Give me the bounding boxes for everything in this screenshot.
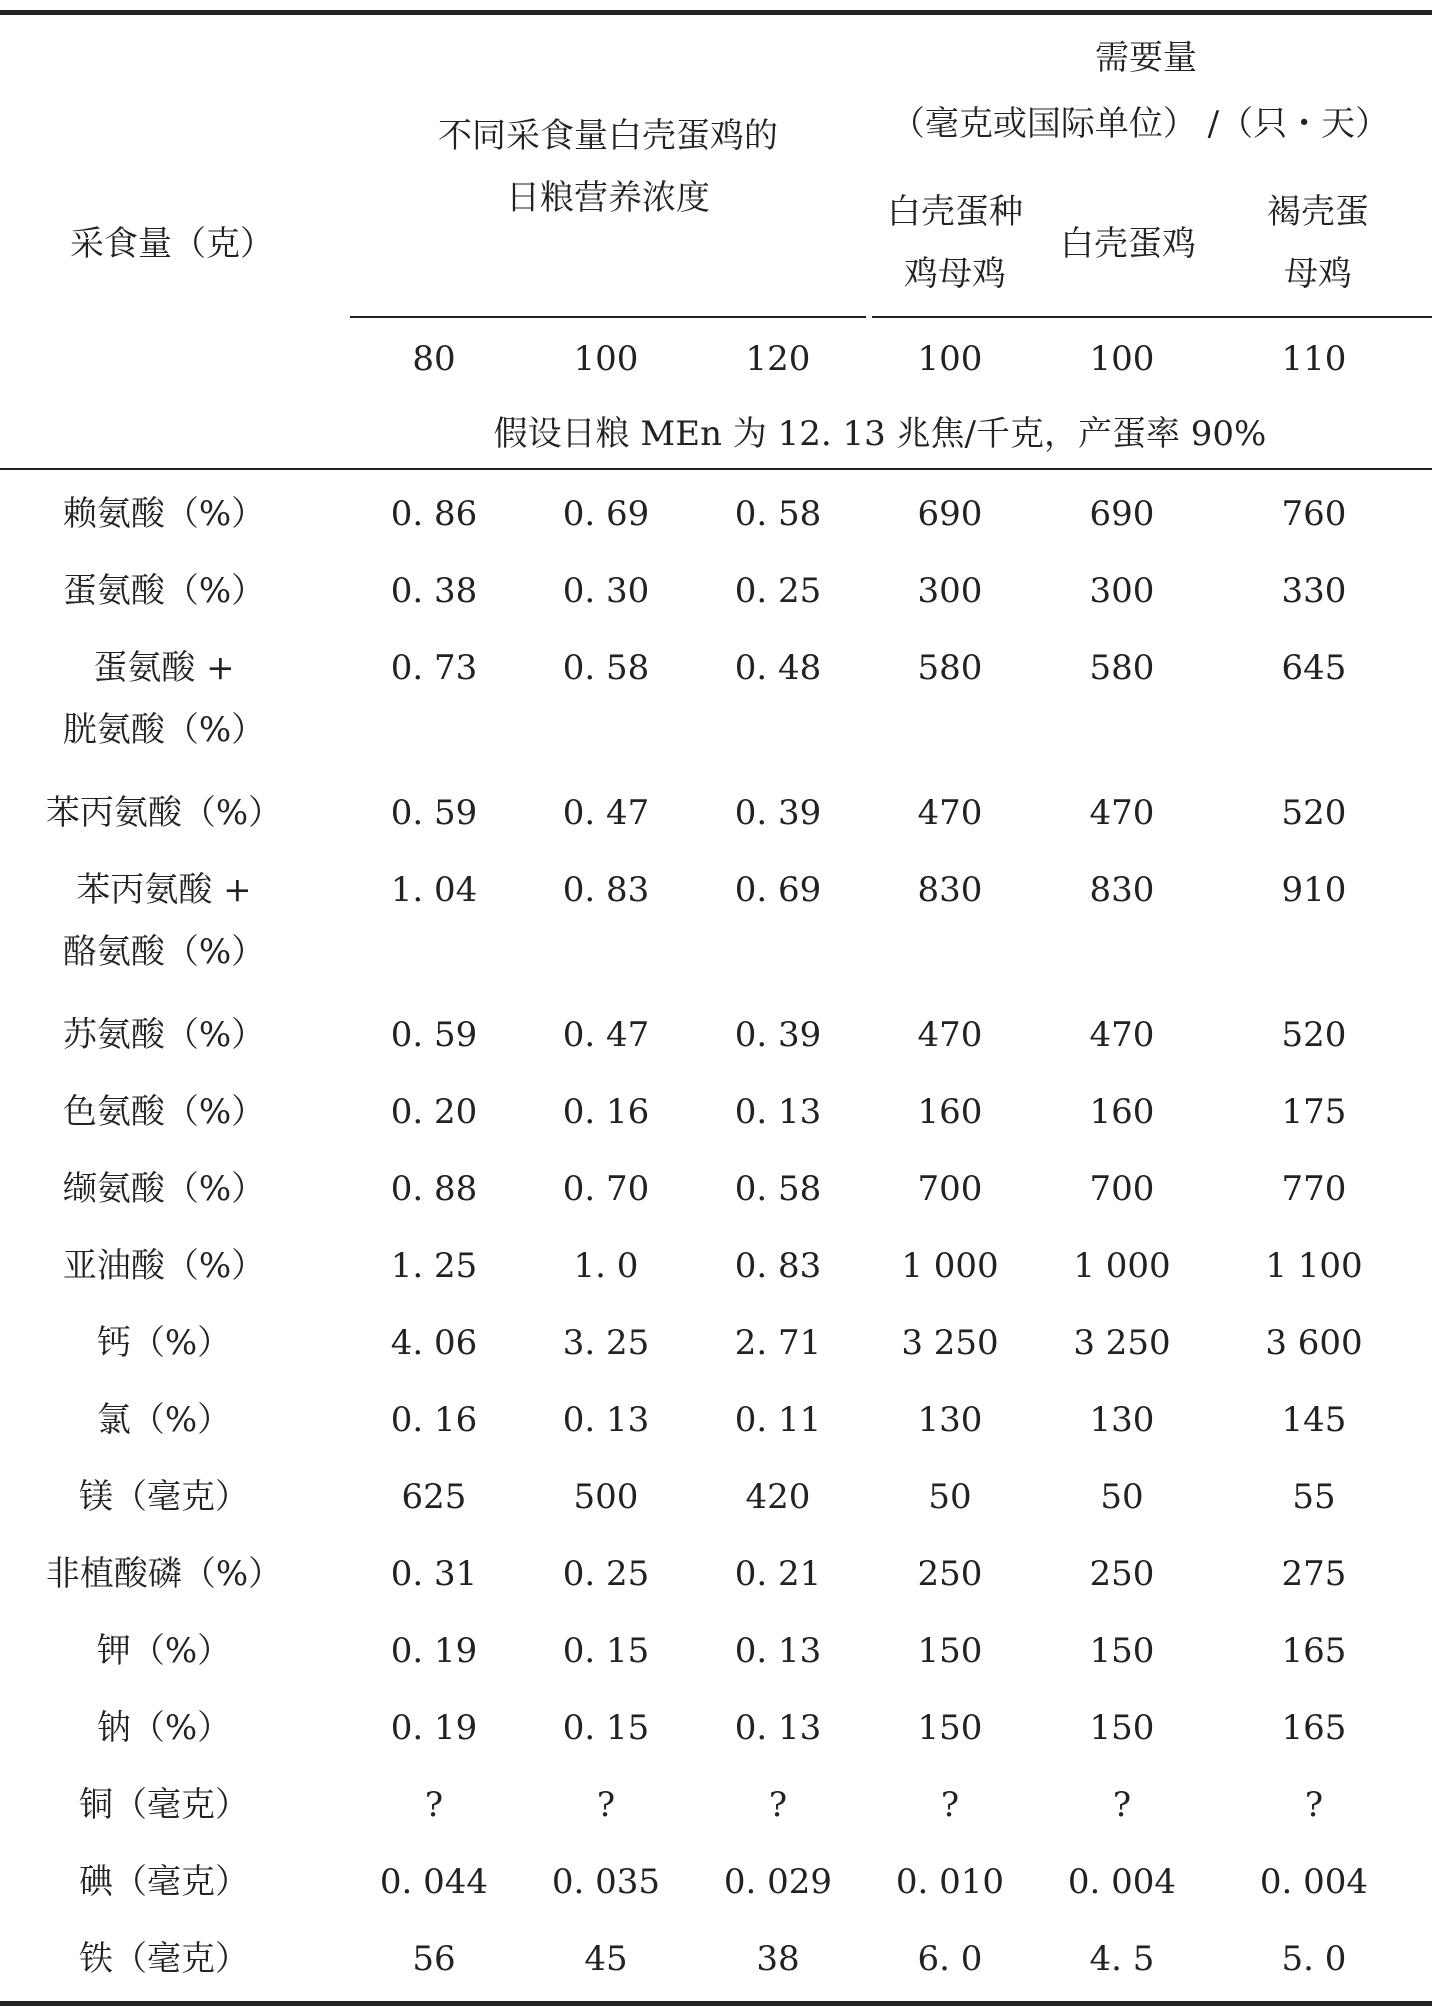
- row-label: 色氨酸（%）: [62, 1092, 266, 1132]
- intake-value: 100: [917, 339, 983, 379]
- subcol-1-line2: 鸡母鸡: [904, 254, 1006, 294]
- row-value: 420: [745, 1477, 811, 1517]
- row-value: 1. 25: [390, 1246, 478, 1286]
- row-label: 蛋氨酸（%）: [62, 571, 266, 611]
- row-value: 0. 13: [734, 1092, 822, 1132]
- row-value: 0. 83: [734, 1246, 822, 1286]
- row-value: 1 100: [1265, 1246, 1363, 1286]
- row-value: 0. 25: [562, 1554, 650, 1594]
- group-right-title: 需要量: [1095, 38, 1197, 78]
- row-label: 氯（%）: [96, 1400, 232, 1440]
- row-value: ?: [1304, 1785, 1324, 1825]
- row-value: 470: [1089, 1015, 1155, 1055]
- row-value: 580: [917, 648, 983, 688]
- row-value: 0. 11: [734, 1400, 822, 1440]
- group-left-line2: 日粮营养浓度: [506, 178, 710, 218]
- row-value: 0. 73: [390, 648, 478, 688]
- row-label: 钾（%）: [96, 1631, 232, 1671]
- row-value: 300: [917, 571, 983, 611]
- row-value: 0. 30: [562, 571, 650, 611]
- row-value: 0. 13: [562, 1400, 650, 1440]
- subcol-3-line2: 母鸡: [1284, 254, 1352, 294]
- row-value: 0. 21: [734, 1554, 822, 1594]
- row-value: 130: [917, 1400, 983, 1440]
- row-label: 镁（毫克）: [79, 1477, 249, 1517]
- row-label: 蛋氨酸 +: [93, 648, 235, 688]
- row-value: 5. 0: [1281, 1939, 1347, 1979]
- row-value: 160: [917, 1092, 983, 1132]
- row-value: 0. 16: [562, 1092, 650, 1132]
- row-value: 165: [1281, 1631, 1347, 1671]
- row-value: 830: [917, 870, 983, 910]
- row-value: 830: [1089, 870, 1155, 910]
- row-value: 150: [1089, 1631, 1155, 1671]
- group-left-underline: [350, 316, 866, 318]
- row-value: 0. 59: [390, 1015, 478, 1055]
- row-value: 470: [917, 1015, 983, 1055]
- row-label: 缬氨酸（%）: [62, 1169, 266, 1209]
- row-value: 910: [1281, 870, 1347, 910]
- row-value: 0. 035: [551, 1862, 661, 1902]
- row-value: 500: [573, 1477, 639, 1517]
- row-value: 690: [1089, 494, 1155, 534]
- group-right-subtitle: （毫克或国际单位） /（只・天）: [890, 104, 1390, 144]
- row-value: 45: [584, 1939, 628, 1979]
- row-value: 0. 004: [1067, 1862, 1177, 1902]
- row-value: 0. 58: [562, 648, 650, 688]
- row-value: 3 250: [1073, 1323, 1171, 1363]
- row-value: 38: [756, 1939, 800, 1979]
- row-label: 苯丙氨酸 +: [76, 870, 252, 910]
- row-value: ?: [940, 1785, 960, 1825]
- row-value: 520: [1281, 1015, 1347, 1055]
- intake-value: 80: [412, 339, 456, 379]
- row-label: 铁（毫克）: [79, 1939, 249, 1979]
- row-value: 1 000: [1073, 1246, 1171, 1286]
- row-value: 3. 25: [562, 1323, 650, 1363]
- subcol-1-line1: 白壳蛋种: [887, 192, 1023, 232]
- row-value: 0. 13: [734, 1631, 822, 1671]
- row-value: 0. 86: [390, 494, 478, 534]
- row-value: 150: [1089, 1708, 1155, 1748]
- row-value: 0. 70: [562, 1169, 650, 1209]
- row-value: 50: [1100, 1477, 1144, 1517]
- row-value: 580: [1089, 648, 1155, 688]
- row-label: 铜（毫克）: [79, 1785, 249, 1825]
- assumption-note: 假设日粮 MEn 为 12. 13 兆焦/千克，产蛋率 90%: [493, 414, 1267, 454]
- row-value: 0. 88: [390, 1169, 478, 1209]
- row-value: 3 250: [901, 1323, 999, 1363]
- row-value: 0. 19: [390, 1631, 478, 1671]
- row-value: 4. 5: [1089, 1939, 1155, 1979]
- row-value: 0. 69: [562, 494, 650, 534]
- row-value: 700: [917, 1169, 983, 1209]
- row-label: 钙（%）: [96, 1323, 232, 1363]
- row-value: 1. 0: [573, 1246, 639, 1286]
- row-value: 0. 39: [734, 1015, 822, 1055]
- row-label: 苏氨酸（%）: [62, 1015, 266, 1055]
- row-value: 0. 16: [390, 1400, 478, 1440]
- row-value: 700: [1089, 1169, 1155, 1209]
- row-value: 160: [1089, 1092, 1155, 1132]
- col0-header: 采食量（克）: [70, 224, 274, 264]
- row-value: 150: [917, 1631, 983, 1671]
- group-left-line1: 不同采食量白壳蛋鸡的: [438, 116, 778, 156]
- row-label: 酪氨酸（%）: [62, 932, 266, 972]
- row-value: 130: [1089, 1400, 1155, 1440]
- row-value: 250: [1089, 1554, 1155, 1594]
- row-value: 470: [1089, 793, 1155, 833]
- row-value: 0. 20: [390, 1092, 478, 1132]
- row-value: ?: [596, 1785, 616, 1825]
- row-value: 0. 15: [562, 1708, 650, 1748]
- subcol-2: 白壳蛋鸡: [1060, 224, 1196, 264]
- row-value: 0. 59: [390, 793, 478, 833]
- row-value: 275: [1281, 1554, 1347, 1594]
- row-value: 300: [1089, 571, 1155, 611]
- header-bottom-rule: [0, 468, 1432, 470]
- row-value: 0. 48: [734, 648, 822, 688]
- row-value: 690: [917, 494, 983, 534]
- row-value: 0. 029: [723, 1862, 833, 1902]
- row-value: 2. 71: [734, 1323, 822, 1363]
- row-value: ?: [424, 1785, 444, 1825]
- row-value: 330: [1281, 571, 1347, 611]
- row-value: 0. 83: [562, 870, 650, 910]
- row-value: 770: [1281, 1169, 1347, 1209]
- row-label: 钠（%）: [96, 1708, 232, 1748]
- bottom-rule: [0, 2001, 1432, 2006]
- row-value: 1. 04: [390, 870, 478, 910]
- group-right-underline: [872, 316, 1432, 318]
- row-value: 175: [1281, 1092, 1347, 1132]
- row-value: 6. 0: [917, 1939, 983, 1979]
- row-value: 0. 58: [734, 494, 822, 534]
- row-label: 非植酸磷（%）: [45, 1554, 283, 1594]
- intake-value: 120: [745, 339, 811, 379]
- row-label: 胱氨酸（%）: [62, 710, 266, 750]
- row-value: 0. 004: [1259, 1862, 1369, 1902]
- row-value: 0. 69: [734, 870, 822, 910]
- row-value: ?: [1112, 1785, 1132, 1825]
- intake-value: 100: [1089, 339, 1155, 379]
- top-rule: [0, 10, 1432, 15]
- intake-value: 110: [1281, 339, 1347, 379]
- row-value: 3 600: [1265, 1323, 1363, 1363]
- row-value: 4. 06: [390, 1323, 478, 1363]
- row-value: 56: [412, 1939, 456, 1979]
- row-value: 520: [1281, 793, 1347, 833]
- row-value: 760: [1281, 494, 1347, 534]
- row-value: 50: [928, 1477, 972, 1517]
- row-value: 1 000: [901, 1246, 999, 1286]
- row-label: 赖氨酸（%）: [62, 494, 266, 534]
- subcol-3-line1: 褐壳蛋: [1267, 192, 1369, 232]
- row-value: 0. 38: [390, 571, 478, 611]
- row-label: 碘（毫克）: [79, 1862, 249, 1902]
- row-value: 165: [1281, 1708, 1347, 1748]
- row-value: 645: [1281, 648, 1347, 688]
- row-value: 625: [401, 1477, 467, 1517]
- row-value: 0. 58: [734, 1169, 822, 1209]
- row-value: 0. 39: [734, 793, 822, 833]
- row-value: 0. 47: [562, 1015, 650, 1055]
- row-value: 0. 31: [390, 1554, 478, 1594]
- row-label: 亚油酸（%）: [62, 1246, 266, 1286]
- row-value: ?: [768, 1785, 788, 1825]
- row-label: 苯丙氨酸（%）: [45, 793, 283, 833]
- intake-value: 100: [573, 339, 639, 379]
- row-value: 0. 25: [734, 571, 822, 611]
- row-value: 145: [1281, 1400, 1347, 1440]
- row-value: 0. 15: [562, 1631, 650, 1671]
- row-value: 0. 19: [390, 1708, 478, 1748]
- row-value: 0. 044: [379, 1862, 489, 1902]
- row-value: 0. 47: [562, 793, 650, 833]
- row-value: 250: [917, 1554, 983, 1594]
- row-value: 0. 13: [734, 1708, 822, 1748]
- row-value: 470: [917, 793, 983, 833]
- row-value: 0. 010: [895, 1862, 1005, 1902]
- row-value: 150: [917, 1708, 983, 1748]
- row-value: 55: [1292, 1477, 1336, 1517]
